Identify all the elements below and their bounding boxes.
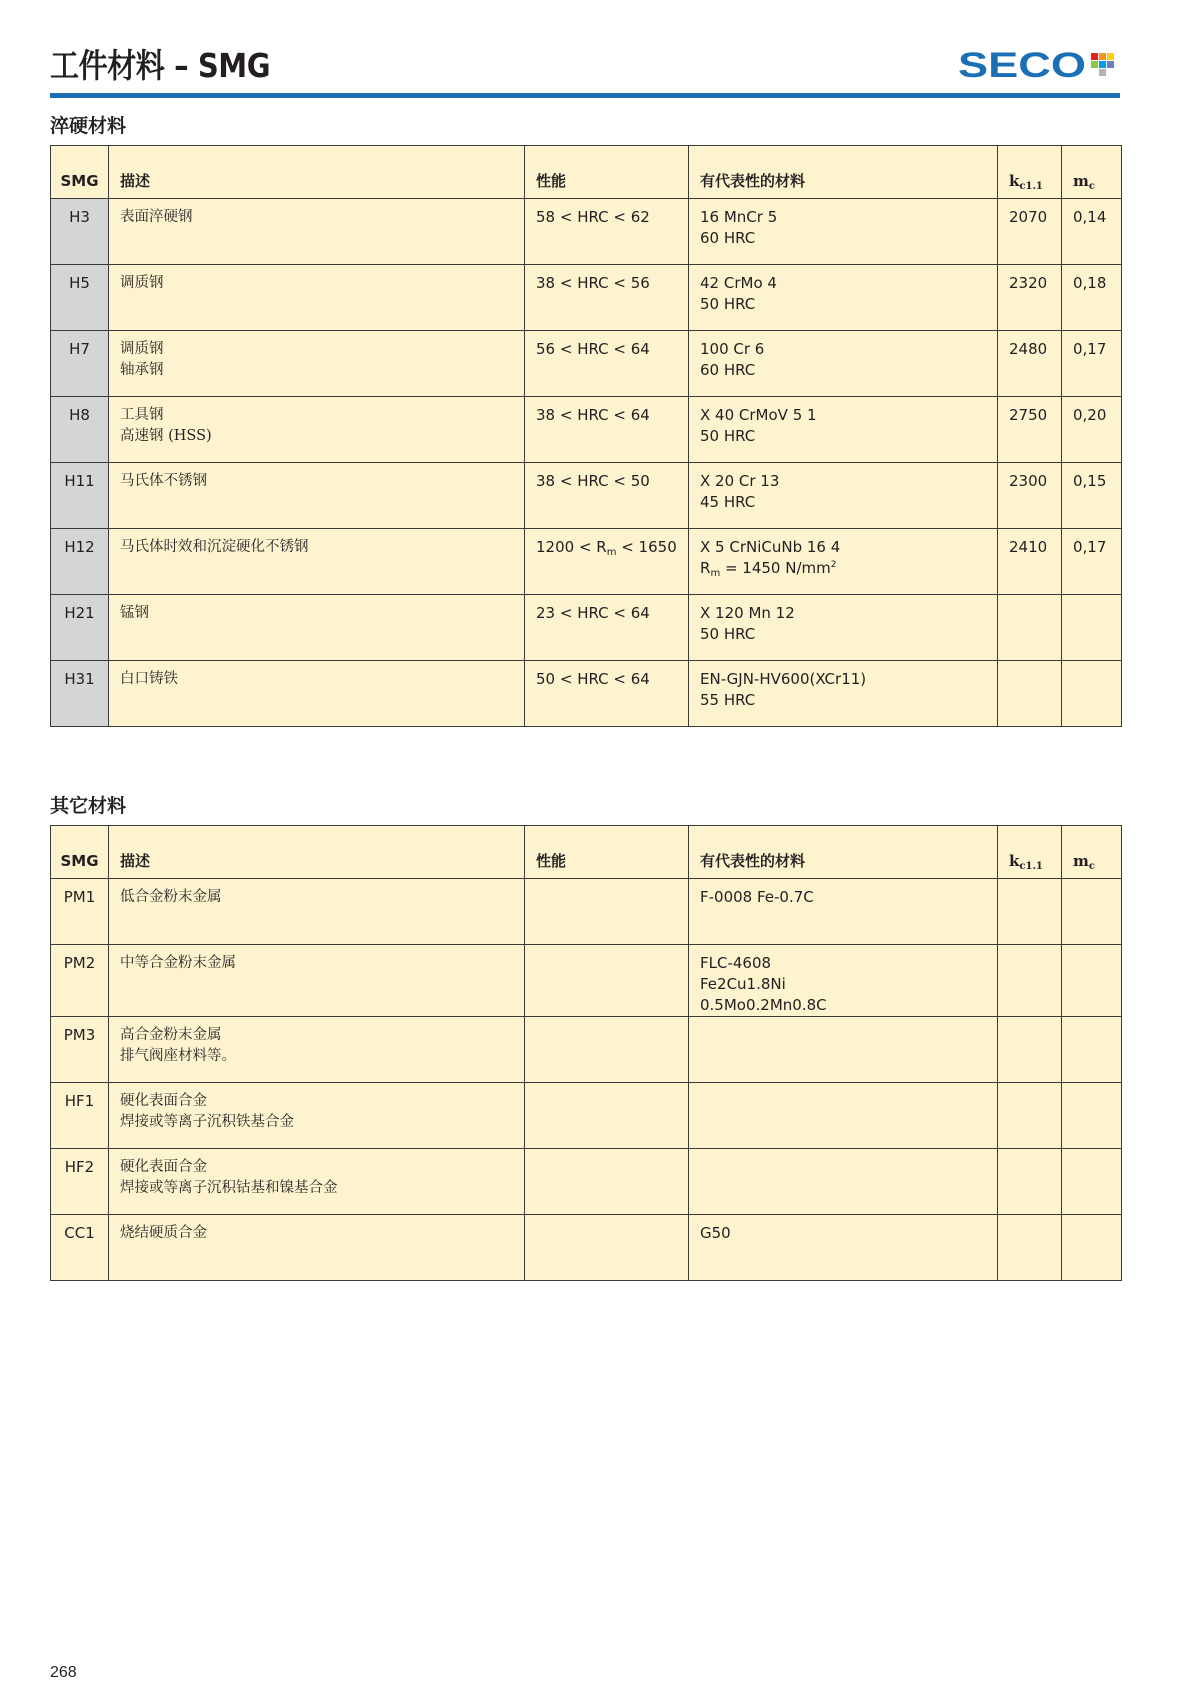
logo-square bbox=[1091, 61, 1098, 68]
kc-value-cell bbox=[998, 945, 1062, 1017]
cell-line: 排气阀座材料等。 bbox=[120, 1048, 236, 1064]
col-header-prop: 性能 bbox=[525, 826, 689, 879]
cell-line: 100 Cr 6 bbox=[700, 340, 765, 358]
kc-value-cell: 2300 bbox=[998, 463, 1062, 529]
table-row bbox=[51, 879, 1122, 945]
smg-code-cell: PM1 bbox=[51, 879, 109, 945]
mc-value-cell bbox=[1062, 879, 1122, 945]
mc-value-cell: 0,17 bbox=[1062, 529, 1122, 595]
kc-value-cell bbox=[998, 879, 1062, 945]
cell-line: X 120 Mn 12 bbox=[700, 604, 795, 622]
col-header-rep: 有代表性的材料 bbox=[689, 826, 998, 879]
cell-line: 高速钢 (HSS) bbox=[120, 428, 212, 444]
property-cell bbox=[525, 397, 689, 463]
cell-line: 硬化表面合金 bbox=[120, 1159, 207, 1175]
mc-value-cell bbox=[1062, 661, 1122, 727]
cell-line: 23 < HRC < 64 bbox=[536, 604, 650, 622]
property-cell bbox=[525, 463, 689, 529]
cell-line: $1200 < R_m < 1650$ bbox=[536, 538, 677, 558]
property-cell bbox=[525, 1149, 689, 1215]
representative-material-cell bbox=[689, 265, 998, 331]
col-header-prop: 性能 bbox=[525, 146, 689, 199]
cell-line: FLC-4608 bbox=[700, 954, 772, 972]
logo-square bbox=[1099, 69, 1106, 76]
description-cell bbox=[109, 1017, 525, 1083]
table-row bbox=[51, 1149, 1122, 1215]
cell-line: 38 < HRC < 56 bbox=[536, 274, 650, 292]
cell-line: 50 HRC bbox=[700, 625, 756, 643]
other-materials-table bbox=[50, 825, 1122, 1281]
section-title-other: 其它材料 bbox=[50, 795, 127, 817]
smg-code-cell: H3 bbox=[51, 199, 109, 265]
property-cell bbox=[525, 661, 689, 727]
cell-line: 50 HRC bbox=[700, 295, 756, 313]
representative-material-cell bbox=[689, 1083, 998, 1149]
section-title-hardened: 淬硬材料 bbox=[50, 115, 127, 137]
kc-value-cell bbox=[998, 1083, 1062, 1149]
table-row bbox=[51, 199, 1122, 265]
property-cell bbox=[525, 1215, 689, 1281]
smg-code-cell: PM2 bbox=[51, 945, 109, 1017]
cell-line: 38 < HRC < 50 bbox=[536, 472, 650, 490]
kc-value-cell bbox=[998, 1017, 1062, 1083]
cell-line: 调质钢 bbox=[120, 341, 164, 357]
description-cell bbox=[109, 529, 525, 595]
cell-line: 0.5Mo0.2Mn0.8C bbox=[700, 996, 827, 1014]
cell-line: 低合金粉末金属 bbox=[120, 889, 222, 905]
cell-line: 50 HRC bbox=[700, 427, 756, 445]
col-header-kc: $k_{c1.1}$ bbox=[998, 146, 1062, 199]
table-row bbox=[51, 463, 1122, 529]
logo-square bbox=[1099, 53, 1106, 60]
property-cell bbox=[525, 529, 689, 595]
cell-line: 工具钢 bbox=[120, 407, 164, 423]
logo-color-squares bbox=[1091, 53, 1114, 76]
kc-value-cell bbox=[998, 595, 1062, 661]
smg-code-cell: H5 bbox=[51, 265, 109, 331]
representative-material-cell bbox=[689, 945, 998, 1017]
kc-value-cell: 2070 bbox=[998, 199, 1062, 265]
representative-material-cell bbox=[689, 661, 998, 727]
cell-line: 表面淬硬钢 bbox=[120, 209, 193, 225]
cell-line: 45 HRC bbox=[700, 493, 756, 511]
smg-code-cell: H31 bbox=[51, 661, 109, 727]
table-row bbox=[51, 661, 1122, 727]
col-header-mc: $m_c$ bbox=[1062, 826, 1122, 879]
table-row bbox=[51, 397, 1122, 463]
representative-material-cell bbox=[689, 1149, 998, 1215]
property-cell bbox=[525, 595, 689, 661]
description-cell bbox=[109, 397, 525, 463]
cell-line: 38 < HRC < 64 bbox=[536, 406, 650, 424]
cell-line: X 20 Cr 13 bbox=[700, 472, 780, 490]
cell-line: 50 < HRC < 64 bbox=[536, 670, 650, 688]
cell-line: 42 CrMo 4 bbox=[700, 274, 777, 292]
kc-value-cell bbox=[998, 661, 1062, 727]
page-number: 268 bbox=[50, 1664, 77, 1681]
cell-line: X 5 CrNiCuNb 16 4 bbox=[700, 538, 841, 556]
table-header-row bbox=[51, 146, 1122, 199]
representative-material-cell bbox=[689, 1017, 998, 1083]
description-cell bbox=[109, 945, 525, 1017]
smg-code-cell: CC1 bbox=[51, 1215, 109, 1281]
col-header-kc: $k_{c1.1}$ bbox=[998, 826, 1062, 879]
representative-material-cell bbox=[689, 397, 998, 463]
col-header-desc: 描述 bbox=[109, 826, 525, 879]
description-cell bbox=[109, 1215, 525, 1281]
col-header-smg: SMG bbox=[51, 826, 109, 879]
table-row bbox=[51, 331, 1122, 397]
smg-code-cell: H21 bbox=[51, 595, 109, 661]
mc-value-cell: 0,18 bbox=[1062, 265, 1122, 331]
cell-line: 60 HRC bbox=[700, 361, 756, 379]
smg-code-cell: PM3 bbox=[51, 1017, 109, 1083]
smg-code-cell: HF1 bbox=[51, 1083, 109, 1149]
logo-square bbox=[1107, 53, 1114, 60]
header-rule bbox=[50, 93, 1120, 98]
cell-line: 调质钢 bbox=[120, 275, 164, 291]
cell-line: 硬化表面合金 bbox=[120, 1093, 207, 1109]
logo-square bbox=[1099, 61, 1106, 68]
seco-logo-text: SECO bbox=[958, 48, 1086, 80]
representative-material-cell bbox=[689, 1215, 998, 1281]
description-cell bbox=[109, 1083, 525, 1149]
page-title: 工件材料 – SMG bbox=[50, 46, 271, 85]
cell-line: Fe2Cu1.8Ni bbox=[700, 975, 786, 993]
logo-square bbox=[1091, 53, 1098, 60]
representative-material-cell bbox=[689, 463, 998, 529]
col-header-rep: 有代表性的材料 bbox=[689, 146, 998, 199]
seco-logo bbox=[958, 48, 1118, 80]
representative-material-cell bbox=[689, 199, 998, 265]
col-header-desc: 描述 bbox=[109, 146, 525, 199]
description-cell bbox=[109, 879, 525, 945]
description-cell bbox=[109, 595, 525, 661]
table-row bbox=[51, 1083, 1122, 1149]
table-row bbox=[51, 265, 1122, 331]
kc-value-cell: 2750 bbox=[998, 397, 1062, 463]
smg-code-cell: H12 bbox=[51, 529, 109, 595]
cell-line: $R_m = 1450$ $N/mm^2$ bbox=[700, 559, 837, 579]
cell-line: 轴承钢 bbox=[120, 362, 164, 378]
description-cell bbox=[109, 661, 525, 727]
cell-line: 烧结硬质合金 bbox=[120, 1225, 207, 1241]
kc-value-cell: 2410 bbox=[998, 529, 1062, 595]
mc-value-cell bbox=[1062, 1017, 1122, 1083]
kc-value-cell: 2320 bbox=[998, 265, 1062, 331]
cell-line: 焊接或等离子沉积钴基和镍基合金 bbox=[120, 1180, 338, 1196]
mc-value-cell bbox=[1062, 1149, 1122, 1215]
cell-line: 55 HRC bbox=[700, 691, 756, 709]
cell-line: 58 < HRC < 62 bbox=[536, 208, 650, 226]
mc-value-cell: 0,20 bbox=[1062, 397, 1122, 463]
representative-material-cell bbox=[689, 595, 998, 661]
cell-line: 焊接或等离子沉积铁基合金 bbox=[120, 1114, 294, 1130]
cell-line: EN-GJN-HV600(XCr11) bbox=[700, 670, 867, 688]
mc-value-cell bbox=[1062, 1083, 1122, 1149]
smg-code-cell: H11 bbox=[51, 463, 109, 529]
property-cell bbox=[525, 1083, 689, 1149]
hardened-materials-table bbox=[50, 145, 1122, 727]
cell-line: G50 bbox=[700, 1224, 731, 1242]
representative-material-cell bbox=[689, 331, 998, 397]
smg-code-cell: HF2 bbox=[51, 1149, 109, 1215]
description-cell bbox=[109, 199, 525, 265]
mc-value-cell bbox=[1062, 1215, 1122, 1281]
description-cell bbox=[109, 331, 525, 397]
cell-line: 56 < HRC < 64 bbox=[536, 340, 650, 358]
cell-line: 马氏体不锈钢 bbox=[120, 473, 207, 489]
cell-line: 高合金粉末金属 bbox=[120, 1027, 222, 1043]
description-cell bbox=[109, 1149, 525, 1215]
mc-value-cell: 0,17 bbox=[1062, 331, 1122, 397]
cell-line: X 40 CrMoV 5 1 bbox=[700, 406, 817, 424]
cell-line: 白口铸铁 bbox=[120, 671, 178, 687]
property-cell bbox=[525, 199, 689, 265]
hardened-table-body bbox=[51, 199, 1122, 727]
cell-line: F-0008 Fe-0.7C bbox=[700, 888, 814, 906]
other-table-body bbox=[51, 879, 1122, 1281]
smg-code-cell: H8 bbox=[51, 397, 109, 463]
mc-value-cell bbox=[1062, 595, 1122, 661]
property-cell bbox=[525, 1017, 689, 1083]
smg-code-cell: H7 bbox=[51, 331, 109, 397]
cell-line: 中等合金粉末金属 bbox=[120, 955, 236, 971]
representative-material-cell bbox=[689, 529, 998, 595]
table-row bbox=[51, 1215, 1122, 1281]
property-cell bbox=[525, 945, 689, 1017]
table-row bbox=[51, 945, 1122, 1017]
table-row bbox=[51, 529, 1122, 595]
cell-line: 锰钢 bbox=[120, 605, 149, 621]
cell-line: 60 HRC bbox=[700, 229, 756, 247]
mc-value-cell: 0,15 bbox=[1062, 463, 1122, 529]
table-row bbox=[51, 1017, 1122, 1083]
mc-value-cell: 0,14 bbox=[1062, 199, 1122, 265]
kc-value-cell bbox=[998, 1215, 1062, 1281]
kc-value-cell: 2480 bbox=[998, 331, 1062, 397]
property-cell bbox=[525, 265, 689, 331]
table-row bbox=[51, 595, 1122, 661]
property-cell bbox=[525, 879, 689, 945]
col-header-mc: $m_c$ bbox=[1062, 146, 1122, 199]
kc-value-cell bbox=[998, 1149, 1062, 1215]
mc-value-cell bbox=[1062, 945, 1122, 1017]
property-cell bbox=[525, 331, 689, 397]
col-header-smg: SMG bbox=[51, 146, 109, 199]
table-header-row bbox=[51, 826, 1122, 879]
cell-line: 16 MnCr 5 bbox=[700, 208, 778, 226]
logo-square bbox=[1107, 61, 1114, 68]
description-cell bbox=[109, 463, 525, 529]
representative-material-cell bbox=[689, 879, 998, 945]
description-cell bbox=[109, 265, 525, 331]
cell-line: 马氏体时效和沉淀硬化不锈钢 bbox=[120, 539, 309, 555]
